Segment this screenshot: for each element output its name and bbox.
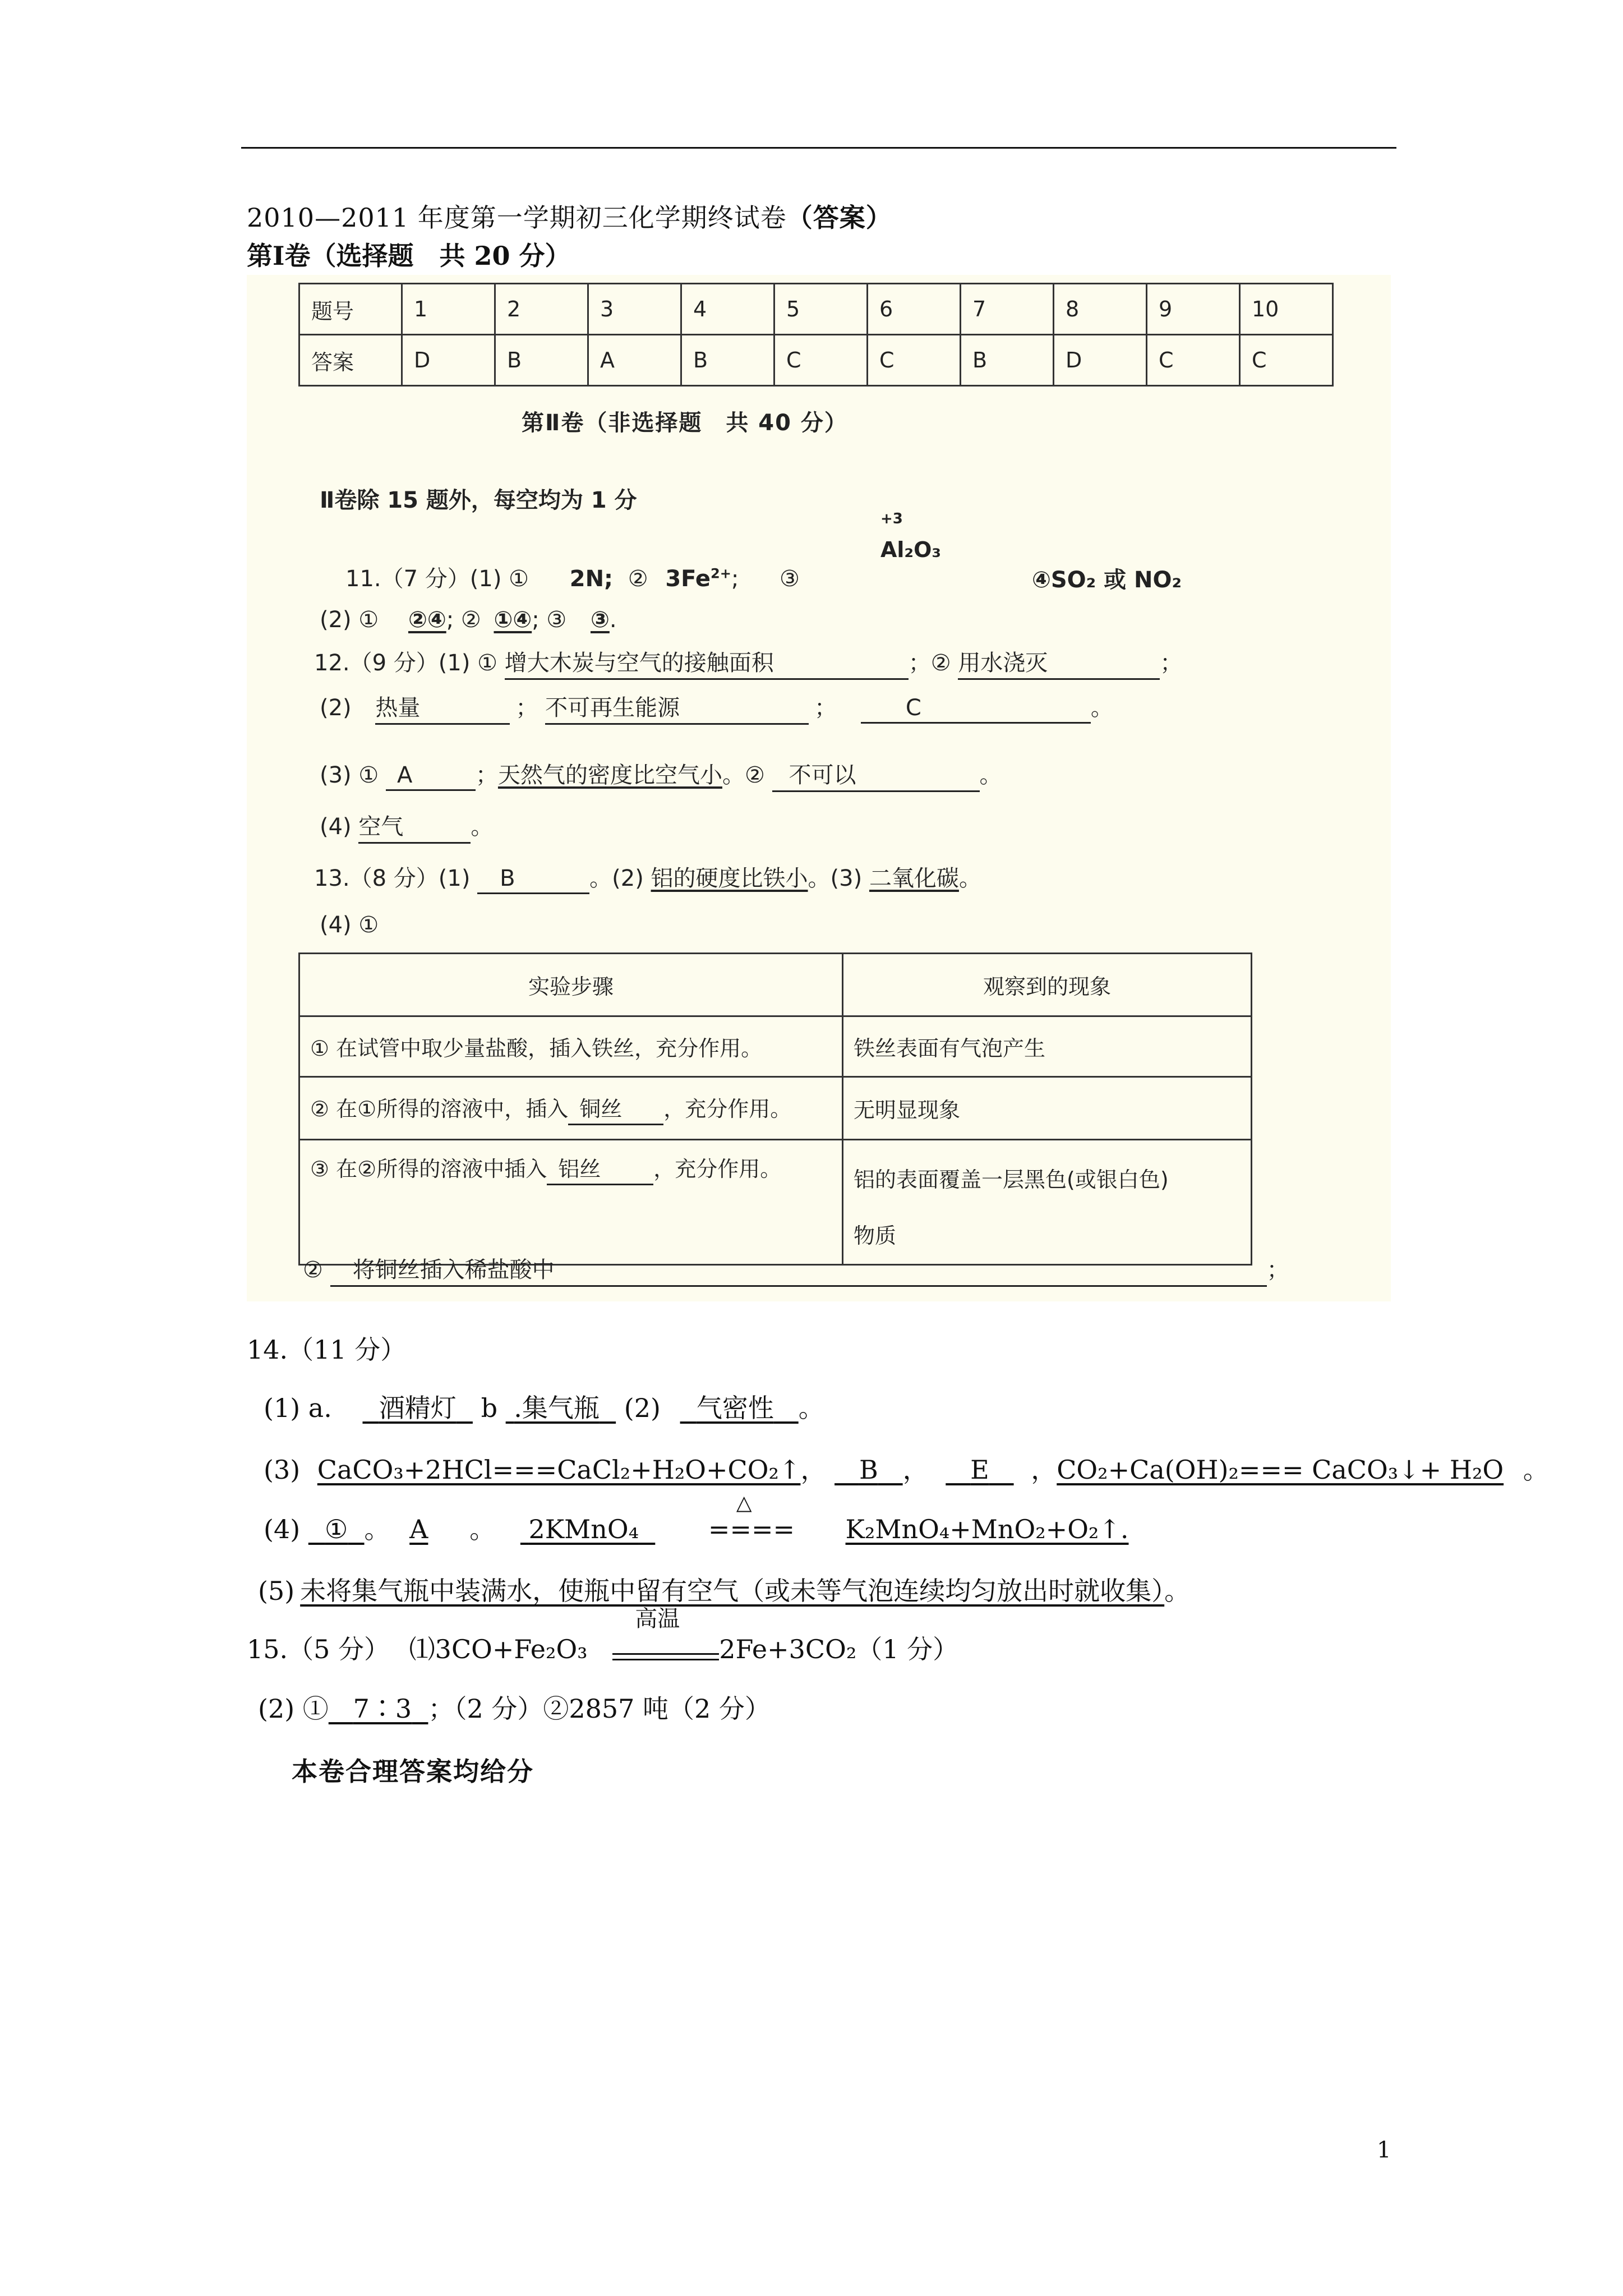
q11-alumina: Al₂O₃	[880, 537, 942, 562]
page-number: 1	[1377, 2137, 1391, 2163]
section1-heading: 第Ⅰ卷（选择题 共 20 分）	[247, 241, 571, 271]
q14-line4: (5) 未将集气瓶中装满水，使瓶中留有空气（或未等气泡连续均匀放出时就收集）。	[258, 1576, 1191, 1606]
q15-line1: 15.（5 分） ⑴3CO+Fe₂O₃ 高温 2Fe+3CO₂（1 分）	[247, 1629, 958, 1666]
table-row	[299, 1077, 1252, 1140]
reaction-arrow	[612, 1606, 719, 1663]
table-header: 观察到的现象	[843, 954, 1252, 1016]
table-cell: C	[868, 335, 961, 386]
table-cell: 8	[1054, 284, 1147, 335]
q14-heading: 14.（11 分）	[247, 1335, 407, 1365]
q15-line2: (2) ① 7∶3 ；（2 分）②2857 吨（2 分）	[258, 1694, 771, 1724]
q13-line3: ② 将铜丝插入稀盐酸中 ；	[303, 1252, 1289, 1287]
table-cell: 7	[961, 284, 1054, 335]
q13-line1: 13.（8 分）(1) B 。(2) 铝的硬度比铁小。(3) 二氧化碳。	[314, 861, 981, 894]
row-label: 答案	[299, 335, 402, 386]
mc-answer-table	[298, 283, 1334, 386]
table-cell: B	[681, 335, 774, 386]
reaction-condition: 高温	[635, 1606, 680, 1632]
table-cell: B	[495, 335, 588, 386]
table-cell: 9	[1147, 284, 1240, 335]
q11-valence: +3	[880, 510, 903, 527]
observation-cell: 铁丝表面有气泡产生	[843, 1016, 1252, 1077]
step-cell: ② 在①所得的溶液中，插入 铜丝 ，充分作用。	[299, 1077, 843, 1140]
table-header: 实验步骤	[299, 954, 843, 1016]
table-cell: 10	[1240, 284, 1333, 335]
row-label: 题号	[299, 284, 402, 335]
q12-line1: 12.（9 分）(1) ① 增大木炭与空气的接触面积 ；② 用水浇灭 ；	[314, 645, 1182, 680]
q11-line2: (2) ① ②④; ② ①④; ③ ③.	[320, 607, 617, 633]
q13-line2: (4) ①	[320, 912, 379, 938]
table-cell: D	[402, 335, 495, 386]
table-cell: 4	[681, 284, 774, 335]
mc-answer-row	[299, 335, 1333, 386]
table-cell: A	[588, 335, 681, 386]
table-cell: C	[1240, 335, 1333, 386]
q11-gas: ④SO₂ 或 NO₂	[1032, 567, 1182, 593]
q12-line2: (2) 热量 ； 不可再生能源 ； C 。	[320, 690, 1113, 725]
table-cell: 1	[402, 284, 495, 335]
mc-number-row	[299, 284, 1333, 335]
section2-heading: 第Ⅱ卷（非选择题 共 40 分）	[522, 410, 848, 436]
table-row	[299, 1016, 1252, 1077]
q14-line2: (3) CaCO₃+2HCl===CaCl₂+H₂O+CO₂↑， B ， E ，CO₂+Ca(OH)₂=== CaCO₃↓+ H₂O 。	[264, 1455, 1549, 1485]
step-cell: ③ 在②所得的溶液中插入 铝丝 ，充分作用。	[299, 1140, 843, 1265]
table-row	[299, 1140, 1252, 1265]
table-cell: 6	[868, 284, 961, 335]
observation-cell: 无明显现象	[843, 1077, 1252, 1140]
header-rule	[241, 147, 1396, 149]
observation-cell: 铝的表面覆盖一层黑色(或银白色) 物质	[843, 1140, 1252, 1265]
table-cell: C	[1147, 335, 1240, 386]
table-cell: 3	[588, 284, 681, 335]
table-cell: 2	[495, 284, 588, 335]
scoring-note: 本卷合理答案均给分	[292, 1756, 534, 1787]
table-cell: C	[774, 335, 868, 386]
step-cell: ① 在试管中取少量盐酸，插入铁丝，充分作用。	[299, 1016, 843, 1077]
table-cell: 5	[774, 284, 868, 335]
q12-line4: (4) 空气 。	[320, 809, 493, 844]
experiment-table	[298, 953, 1252, 1266]
q12-line3: (3) ① A ；天然气的密度比空气小。② 不可以 。	[320, 757, 1002, 792]
table-cell: D	[1054, 335, 1147, 386]
heat-symbol: △	[736, 1492, 752, 1515]
page-title: 2010—2011 年度第一学期初三化学期终试卷（答案）	[247, 203, 892, 233]
scanned-answer-image	[247, 275, 1391, 1301]
q11-line1: 11.（7 分）(1) ① 2N; ② $3Fe^{2+}$; ③	[345, 565, 800, 592]
section2-note: Ⅱ卷除 15 题外，每空均为 1 分	[320, 487, 637, 513]
table-cell: B	[961, 335, 1054, 386]
table-header-row	[299, 954, 1252, 1016]
q14-line1: (1) a. 酒精灯 b .集气瓶 (2) 气密性 。	[264, 1393, 824, 1423]
q14-line3: (4) ① 。 A 。 2KMnO₄ △ ==== K₂MnO₄+MnO₂+O₂↑.	[264, 1492, 1129, 1544]
